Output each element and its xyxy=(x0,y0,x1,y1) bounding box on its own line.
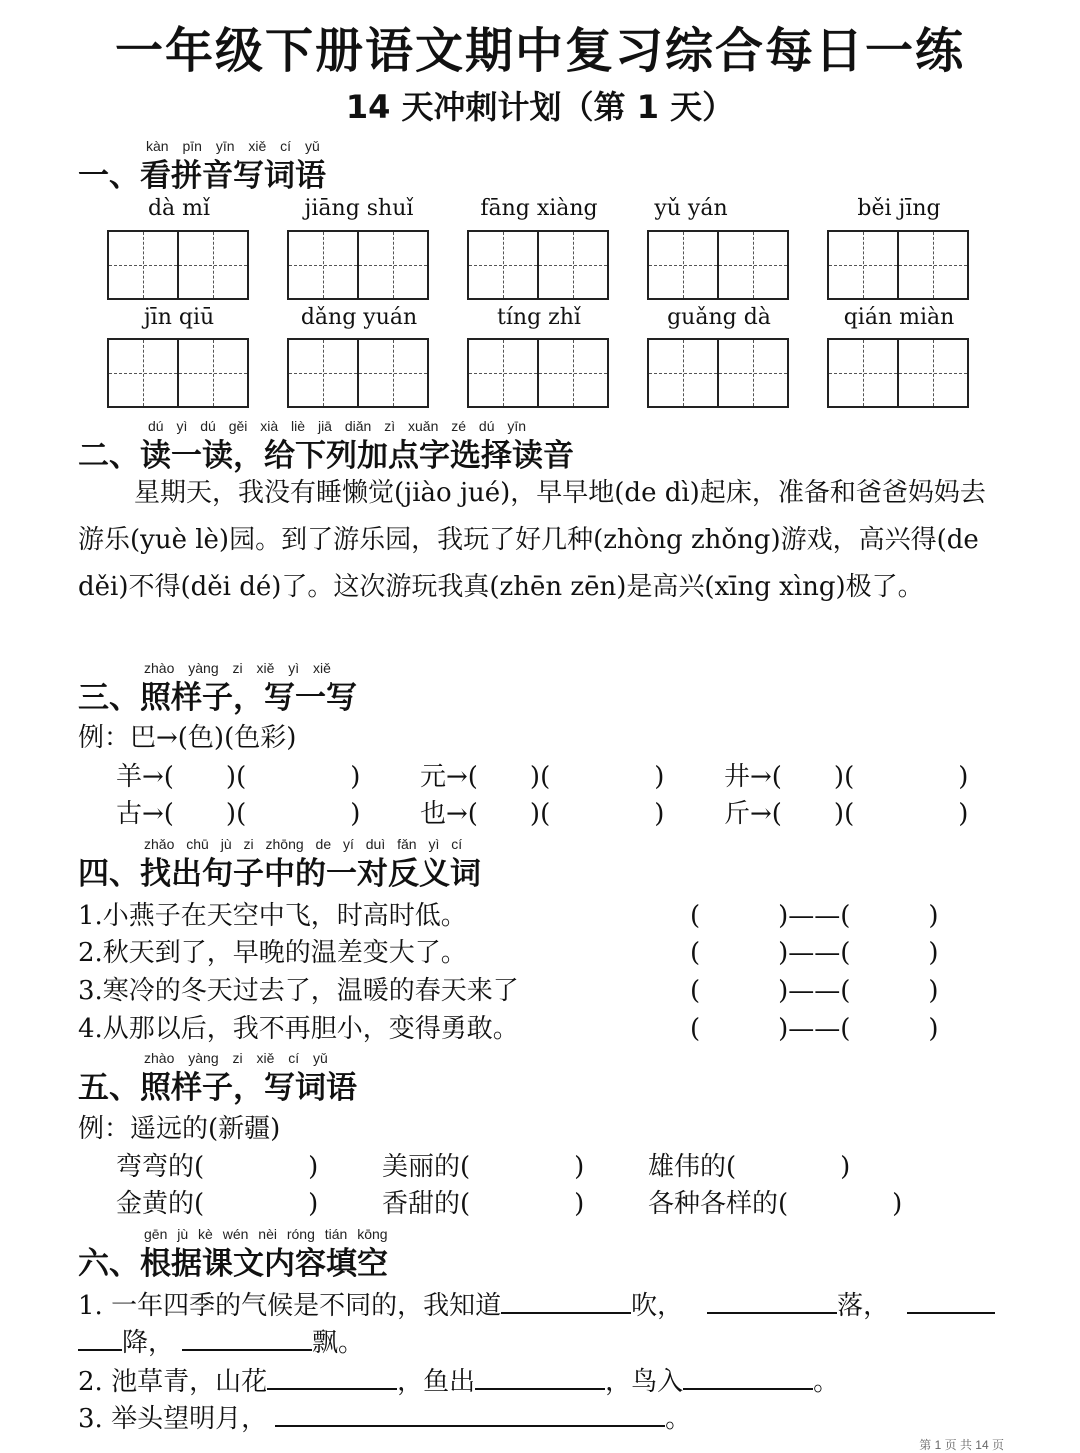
fill-blank[interactable] xyxy=(501,1286,631,1314)
pinyin-label: yǔ yán xyxy=(654,196,728,221)
sec5-item[interactable]: 各种各样的( ) xyxy=(648,1189,903,1219)
page-title: 一年级下册语文期中复习综合每日一练 xyxy=(114,23,965,79)
pinyin-label: jiāng shuǐ xyxy=(304,196,414,221)
q1-word: 降， xyxy=(122,1328,175,1358)
sec4-heading: 四、找出句子中的一对反义词 xyxy=(78,856,481,892)
pinyin-label: dǎng yuán xyxy=(300,305,418,330)
sec4-sentence: 4.从那以后，我不再胆小，变得勇敢。 xyxy=(78,1014,519,1044)
fill-blank[interactable] xyxy=(907,1286,995,1314)
q2-word: 。 xyxy=(813,1367,840,1397)
q1-prefix: 1. 一年四季的气候是不同的，我知道 xyxy=(78,1291,502,1321)
writing-grid[interactable] xyxy=(467,230,609,300)
sec6-heading: 六、根据课文内容填空 xyxy=(78,1246,388,1282)
sec5-item[interactable]: 香甜的( ) xyxy=(382,1189,585,1219)
writing-grid[interactable] xyxy=(287,338,429,408)
pinyin-label: qián miàn xyxy=(843,305,955,330)
sec2-pinyin-ruby: dú yì dú gěi xià liè jiā diǎn zì xuǎn zé dú yīn xyxy=(148,418,527,434)
pinyin-label: jīn qiū xyxy=(143,305,215,330)
writing-grid[interactable] xyxy=(287,230,429,300)
sec5-pinyin-ruby: zhào yàng zi xiě cí yǔ xyxy=(144,1050,328,1066)
sec6-pinyin-ruby: gēn jù kè wén nèi róng tián kōng xyxy=(144,1226,388,1242)
pinyin-label: běi jīng xyxy=(857,196,941,221)
sec1-heading: 一、看拼音写词语 xyxy=(78,158,326,194)
fill-blank[interactable] xyxy=(78,1323,122,1351)
sec5-item[interactable]: 弯弯的( ) xyxy=(116,1152,319,1182)
writing-grid[interactable] xyxy=(107,338,249,408)
writing-grid[interactable] xyxy=(827,230,969,300)
sec3-item[interactable]: 井→( )( ) xyxy=(724,762,969,792)
sec4-sentence: 1.小燕子在天空中飞，时高时低。 xyxy=(78,901,467,931)
sec4-sentence: 2.秋天到了，早晚的温差变大了。 xyxy=(78,938,467,968)
fill-blank[interactable] xyxy=(182,1323,312,1351)
sec5-item[interactable]: 金黄的( ) xyxy=(116,1189,319,1219)
sec4-sentence: 3.寒冷的冬天过去了，温暖的春天来了 xyxy=(78,976,519,1006)
pinyin-label: guǎng dà xyxy=(667,305,771,330)
sec4-pinyin-ruby: zhǎo chū jù zi zhōng de yí duì fǎn yì cí xyxy=(144,836,463,852)
page-subtitle: 14 天冲刺计划（第 1 天） xyxy=(345,88,735,126)
sec3-item[interactable]: 元→( )( ) xyxy=(420,762,665,792)
antonym-answer[interactable]: ( )——( ) xyxy=(690,976,939,1006)
sec3-heading: 三、照样子，写一写 xyxy=(78,680,357,716)
sec3-pinyin-ruby: zhào yàng zi xiě yì xiě xyxy=(144,660,331,676)
sec3-example: 例：巴→(色)(色彩) xyxy=(78,723,297,753)
fill-blank[interactable] xyxy=(707,1286,837,1314)
sec5-example: 例：遥远的(新疆) xyxy=(78,1114,281,1144)
antonym-answer[interactable]: ( )——( ) xyxy=(690,938,939,968)
sec3-item[interactable]: 古→( )( ) xyxy=(116,799,361,829)
sec2-heading: 二、读一读，给下列加点字选择读音 xyxy=(78,438,574,474)
sec6-q2 xyxy=(78,1361,839,1398)
sec6-q3 xyxy=(78,1398,691,1435)
sec1-pinyin-ruby: kàn pīn yīn xiě cí yǔ xyxy=(146,138,320,154)
pinyin-label: fāng xiàng xyxy=(480,196,598,221)
q1-word: 吹， xyxy=(631,1291,684,1321)
fill-blank[interactable] xyxy=(275,1399,665,1427)
q1-word: 落， xyxy=(837,1291,890,1321)
pinyin-label: tíng zhǐ xyxy=(497,305,581,330)
antonym-answer[interactable]: ( )——( ) xyxy=(690,901,939,931)
q1-word: 飘。 xyxy=(312,1328,365,1358)
writing-grid[interactable] xyxy=(467,338,609,408)
writing-grid[interactable] xyxy=(647,338,789,408)
writing-grid[interactable] xyxy=(647,230,789,300)
q3-prefix: 3. 举头望明月， xyxy=(78,1404,268,1434)
sec5-item[interactable]: 美丽的( ) xyxy=(382,1152,585,1182)
antonym-answer[interactable]: ( )——( ) xyxy=(690,1014,939,1044)
sec3-item[interactable]: 也→( )( ) xyxy=(420,799,665,829)
q2-word: ，鸟入 xyxy=(605,1367,684,1397)
fill-blank[interactable] xyxy=(475,1362,605,1390)
fill-blank[interactable] xyxy=(683,1362,813,1390)
page-number: 第 1 页 共 14 页 xyxy=(919,1438,1004,1452)
writing-grid[interactable] xyxy=(827,338,969,408)
sec6-q1-line1 xyxy=(78,1285,995,1322)
fill-blank[interactable] xyxy=(267,1362,397,1390)
sec6-q1-line2 xyxy=(78,1322,364,1359)
sec5-heading: 五、照样子，写词语 xyxy=(78,1070,357,1106)
sec3-item[interactable]: 羊→( )( ) xyxy=(116,762,361,792)
q2-word: ，鱼出 xyxy=(397,1367,476,1397)
pinyin-label: dà mǐ xyxy=(147,196,211,221)
sec2-passage: 星期天，我没有睡懒觉(jiào jué)，早早地(de dì)起床，准备和爸爸妈妈去游乐(yuè lè)园。到了游乐园，我玩了好几种(zhòng zhǒng)游戏，高兴得(de děi)不得(děi dé)了。这次游玩我真(zhēn zēn)是高兴(xīng xìng)极了。 xyxy=(78,478,986,602)
q2-prefix: 2. 池草青，山花 xyxy=(78,1367,268,1397)
q3-end: 。 xyxy=(665,1404,692,1434)
sec5-item[interactable]: 雄伟的( ) xyxy=(648,1152,851,1182)
writing-grid[interactable] xyxy=(107,230,249,300)
sec3-item[interactable]: 斤→( )( ) xyxy=(724,799,969,829)
